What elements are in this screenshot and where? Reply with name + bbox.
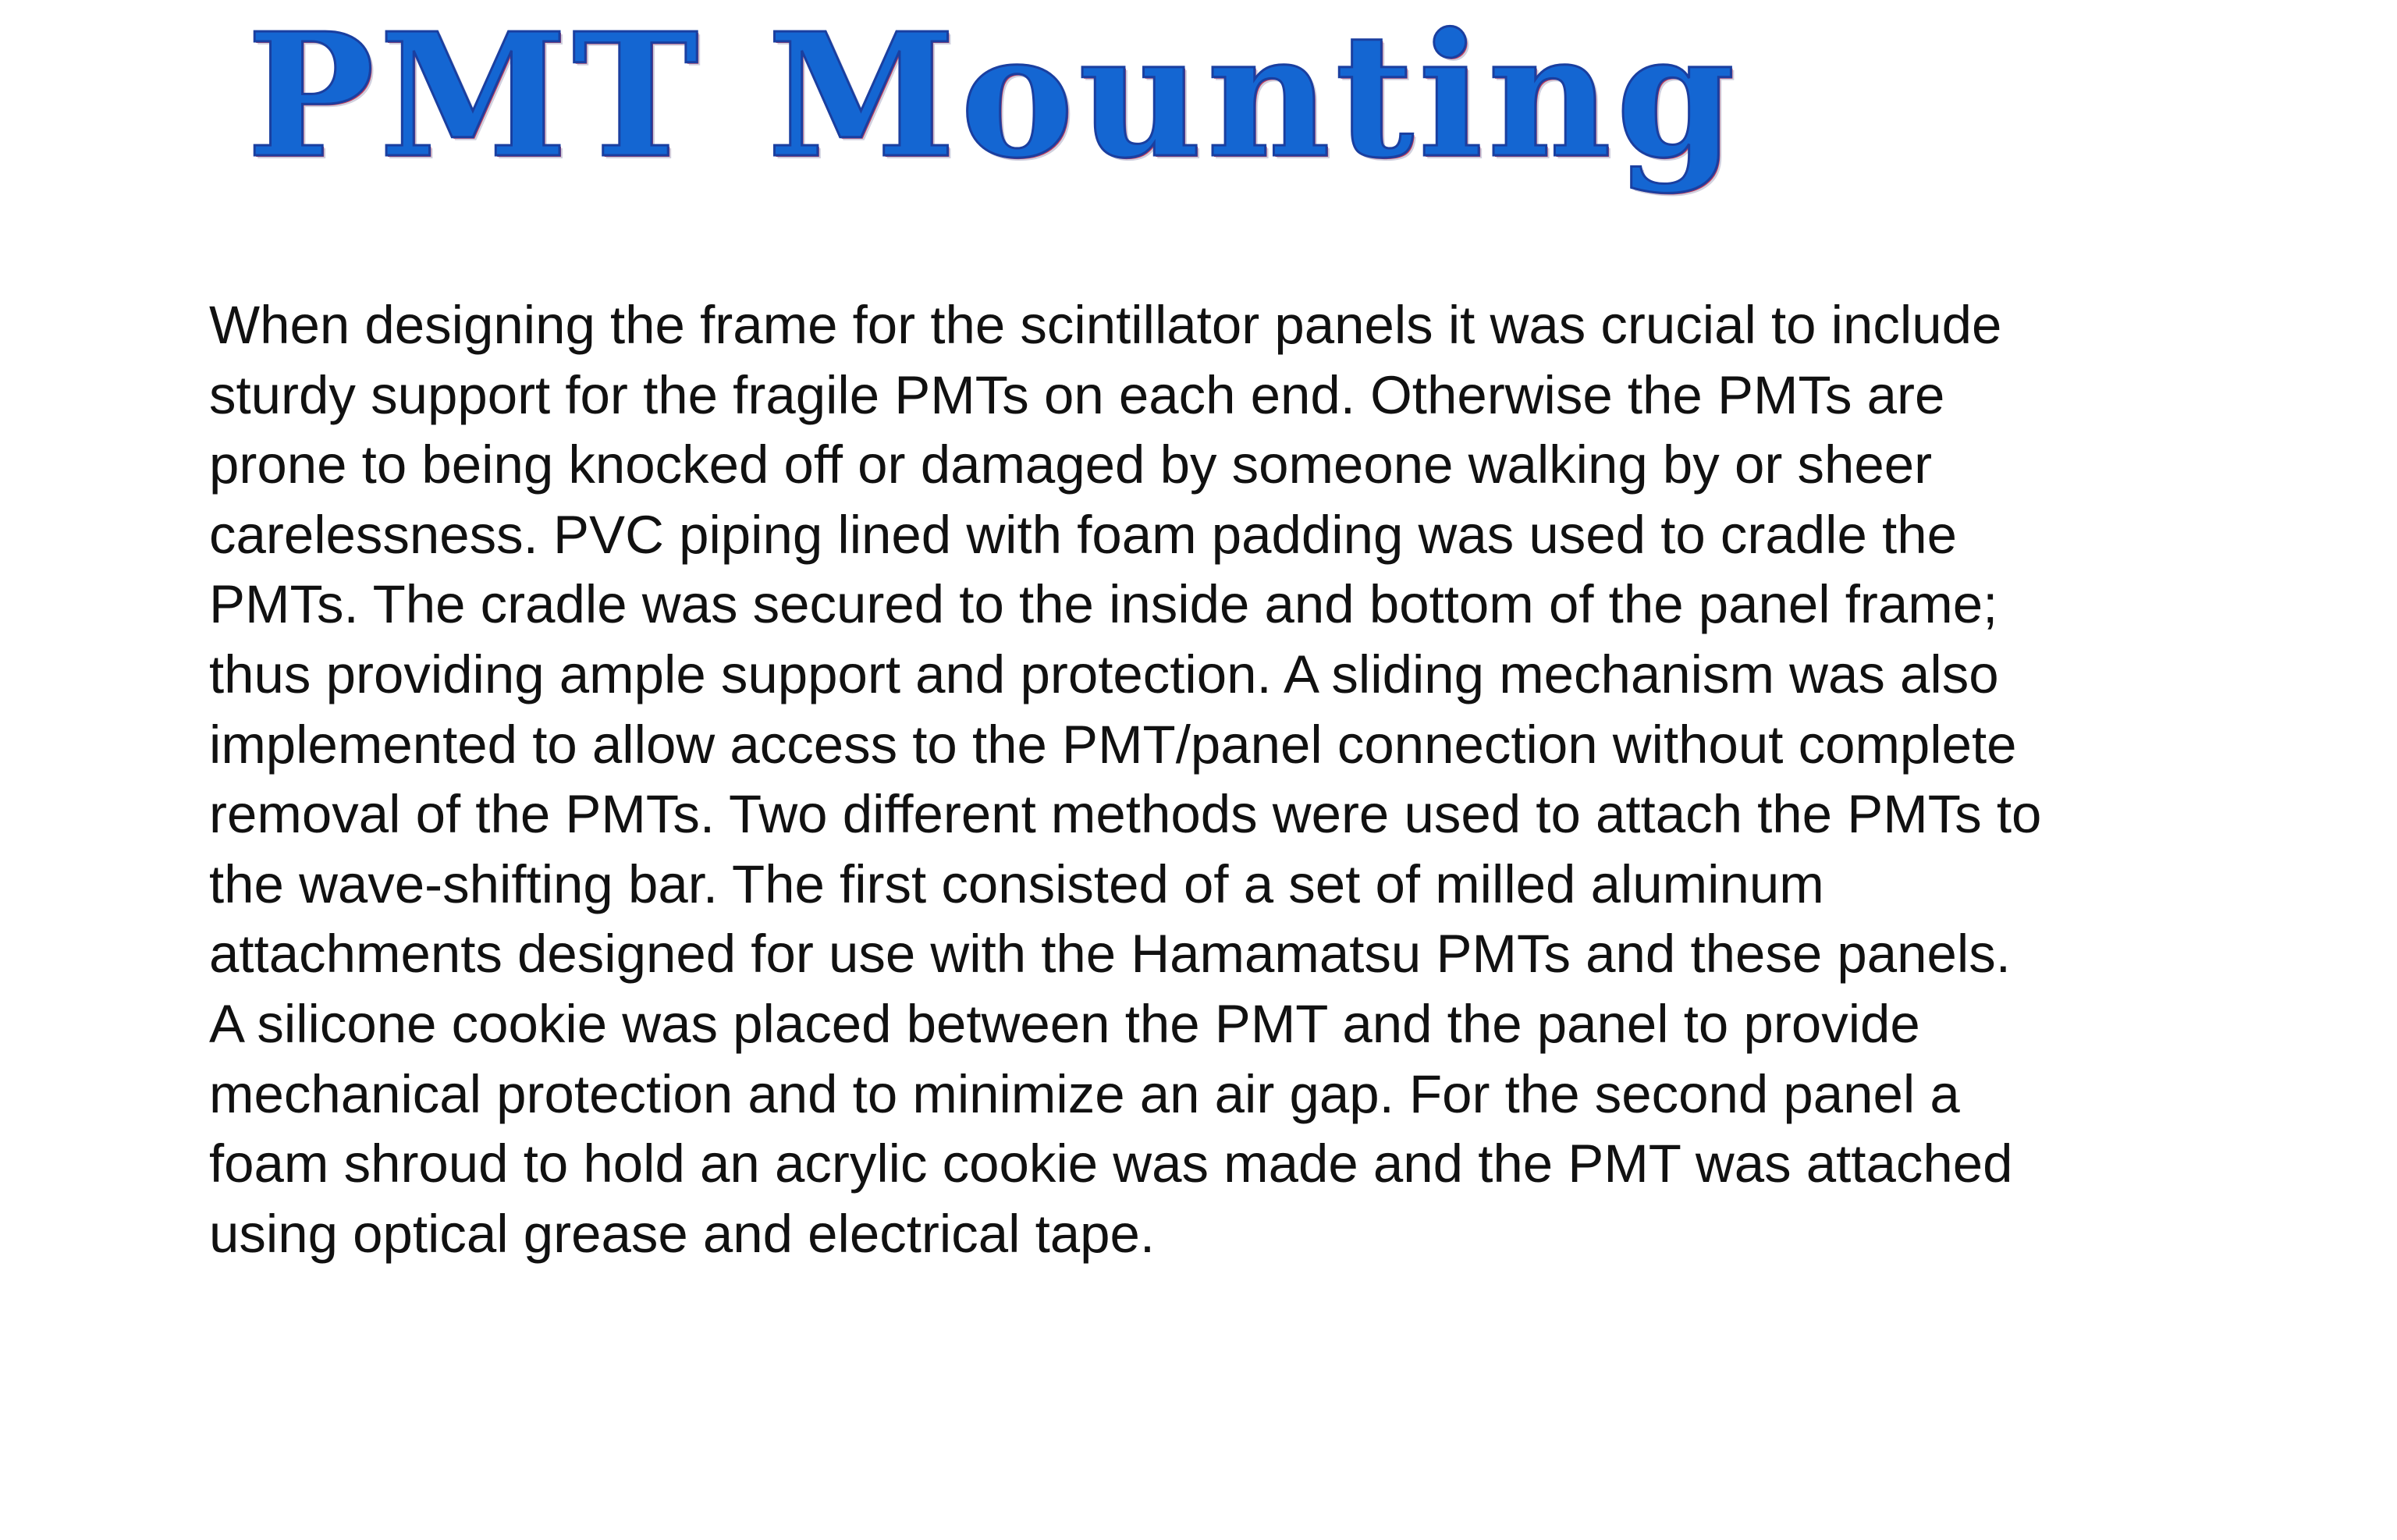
paragraph-line: sturdy support for the fragile PMTs on each end. Otherwise the PMTs are <box>209 364 1945 425</box>
paragraph-line: the wave-shifting bar. The first consisted of a set of milled aluminum <box>209 853 1824 914</box>
paragraph-line: mechanical protection and to minimize an air gap. For the second panel a <box>209 1063 1960 1124</box>
paragraph-line: A silicone cookie was placed between the PMT and the panel to provide <box>209 993 1920 1054</box>
body-paragraph <box>209 290 2222 1269</box>
slide-title: PMT Mounting <box>247 0 1740 196</box>
paragraph-line: carelessness. PVC piping lined with foam padding was used to cradle the <box>209 504 1957 565</box>
paragraph-line: attachments designed for use with the Hamamatsu PMTs and these panels. <box>209 924 2011 985</box>
paragraph-line: foam shroud to hold an acrylic cookie was made and the PMT was attached <box>209 1134 2013 1194</box>
paragraph-line: PMTs. The cradle was secured to the inside and bottom of the panel frame; <box>209 574 1998 635</box>
paragraph-line: removal of the PMTs. Two different methods were used to attach the PMTs to <box>209 784 2042 845</box>
paragraph-line: When designing the frame for the scintillator panels it was crucial to include <box>209 295 2002 355</box>
paragraph-line: prone to being knocked off or damaged by someone walking by or sheer <box>209 435 1933 495</box>
paragraph-line: implemented to allow access to the PMT/panel connection without complete <box>209 714 2017 775</box>
paragraph-line: thus providing ample support and protection. A sliding mechanism was also <box>209 644 1999 704</box>
paragraph-line: using optical grease and electrical tape. <box>209 1203 1156 1264</box>
